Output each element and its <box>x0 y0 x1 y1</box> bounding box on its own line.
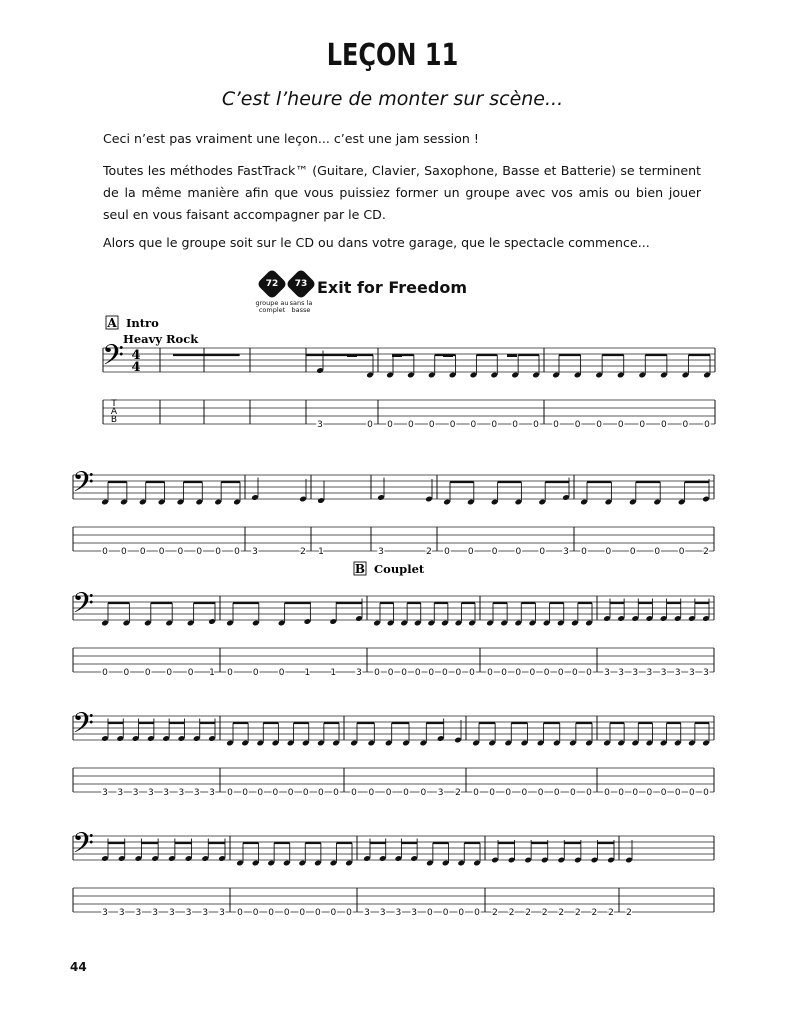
tab-fret-number: 0 <box>458 908 465 918</box>
tab-fret-number: 2 <box>541 908 548 918</box>
tab-fret-number: 3 <box>411 908 418 918</box>
tab-fret-number: 0 <box>470 420 477 430</box>
tab-fret-number: 3 <box>135 908 142 918</box>
tab-fret-number: 0 <box>278 668 285 678</box>
tab-fret-number: 3 <box>152 908 159 918</box>
music-system-3 <box>73 596 714 672</box>
tab-fret-number: 0 <box>242 788 249 798</box>
tab-fret-number: 0 <box>553 420 559 430</box>
tab-fret-number: 0 <box>387 420 393 430</box>
tab-fret-number: 0 <box>529 668 536 678</box>
tab-fret-number: 0 <box>227 668 233 678</box>
tab-fret-number: 0 <box>333 788 339 798</box>
tab-fret-number: 2 <box>455 788 461 798</box>
tab-fret-number: 0 <box>237 908 243 918</box>
time-signature-top: 4 <box>131 348 141 363</box>
tab-fret-number: 0 <box>368 788 375 798</box>
tab-fret-number: 2 <box>574 908 581 918</box>
tab-fret-number: 3 <box>604 668 610 678</box>
tab-fret-number: 0 <box>539 547 546 557</box>
tab-fret-number: 3 <box>703 668 709 678</box>
tab-fret-number: 0 <box>449 420 456 430</box>
tab-fret-number: 0 <box>557 668 564 678</box>
page-subtitle: C’est l’heure de monter sur scène... <box>221 88 564 110</box>
tab-fret-number: 2 <box>608 908 614 918</box>
cd-track-badge-full-band: 72 <box>256 268 287 299</box>
tab-fret-number: 0 <box>473 788 479 798</box>
tab-fret-number: 0 <box>586 788 592 798</box>
tab-fret-number: 3 <box>379 908 386 918</box>
tab-fret-number: 0 <box>252 668 259 678</box>
tab-fret-number: 0 <box>268 908 275 918</box>
tab-fret-number: 3 <box>219 908 225 918</box>
tab-fret-number: 0 <box>512 420 519 430</box>
tab-fret-number: 2 <box>558 908 565 918</box>
intro-paragraph-3: Alors que le groupe soit sur le CD ou dans votre garage, que le spectacle commence... <box>103 235 650 250</box>
tab-fret-number: 3 <box>356 668 362 678</box>
tab-fret-number: 3 <box>252 547 258 557</box>
tab-fret-number: 0 <box>501 668 508 678</box>
section-marker-letter: B <box>354 562 366 576</box>
section-name: Intro <box>126 316 159 330</box>
tab-fret-number: 3 <box>102 788 108 798</box>
tab-fret-number: 0 <box>537 788 544 798</box>
page-title: LEÇON 11 <box>326 38 459 73</box>
tab-fret-number: 0 <box>144 668 151 678</box>
tab-fret-number: 3 <box>185 908 192 918</box>
tab-fret-number: 0 <box>166 668 173 678</box>
tab-fret-number: 0 <box>617 420 624 430</box>
tab-fret-number: 0 <box>102 547 108 557</box>
tab-fret-number: 0 <box>571 668 578 678</box>
tab-fret-number: 3 <box>395 908 402 918</box>
bass-clef-icon: 𝄢 <box>72 587 94 627</box>
tab-fret-number: 0 <box>215 547 222 557</box>
tab-fret-number: 0 <box>515 547 522 557</box>
tab-fret-number: 0 <box>441 668 448 678</box>
tab-fret-number: 0 <box>317 788 324 798</box>
bass-clef-icon: 𝄢 <box>102 339 124 379</box>
bass-clef-icon: 𝄢 <box>72 466 94 506</box>
tab-fret-number: 0 <box>123 668 130 678</box>
tab-fret-number: 0 <box>272 788 279 798</box>
cd-track-caption-no-bass: sans la basse <box>289 299 313 314</box>
tab-fret-number: 0 <box>407 420 414 430</box>
tab-fret-number: 0 <box>660 788 667 798</box>
time-signature-bottom: 4 <box>131 360 141 375</box>
tab-fret-number: 0 <box>629 547 636 557</box>
tab-fret-number: 2 <box>626 908 632 918</box>
tab-fret-number: 0 <box>487 668 493 678</box>
tab-fret-number: 3 <box>147 788 154 798</box>
tab-fret-number: 0 <box>120 547 127 557</box>
tab-fret-number: 0 <box>428 420 435 430</box>
tab-fret-number: 3 <box>209 788 215 798</box>
tab-fret-number: 0 <box>102 668 108 678</box>
tab-fret-number: 3 <box>317 420 323 430</box>
tab-fret-number: 3 <box>117 788 124 798</box>
tab-fret-number: 0 <box>257 788 264 798</box>
tab-fret-number: 0 <box>605 547 612 557</box>
tab-fret-number: 0 <box>387 668 394 678</box>
tab-fret-number: 0 <box>196 547 203 557</box>
tab-fret-number: 0 <box>351 788 357 798</box>
tab-fret-number: 0 <box>515 668 522 678</box>
section-name: Couplet <box>374 562 425 576</box>
tab-fret-number: 0 <box>632 788 639 798</box>
tab-fret-number: 0 <box>401 668 408 678</box>
tab-fret-number: 0 <box>654 547 661 557</box>
tab-fret-number: 0 <box>596 420 603 430</box>
tab-fret-number: 1 <box>318 547 324 557</box>
tab-fret-number: 0 <box>618 788 625 798</box>
tab-fret-number: 0 <box>428 668 435 678</box>
tab-fret-number: 0 <box>491 547 498 557</box>
tab-fret-number: 1 <box>330 668 337 678</box>
tab-fret-number: 0 <box>604 788 610 798</box>
tab-fret-number: 0 <box>227 788 233 798</box>
tab-fret-number: 0 <box>574 420 581 430</box>
tab-fret-number: 2 <box>300 547 306 557</box>
tab-fret-number: 3 <box>674 668 681 678</box>
tab-fret-number: 0 <box>287 788 294 798</box>
tab-fret-number: 3 <box>646 668 653 678</box>
tab-fret-number: 0 <box>533 420 539 430</box>
tab-fret-number: 0 <box>505 788 512 798</box>
tab-fret-number: 0 <box>569 788 576 798</box>
music-system-5 <box>73 836 714 912</box>
tab-fret-number: 0 <box>660 420 667 430</box>
tab-fret-number: 0 <box>444 547 450 557</box>
tab-fret-number: 0 <box>469 668 475 678</box>
whole-rest-icon <box>507 354 517 357</box>
tab-fret-number: 0 <box>330 908 337 918</box>
tab-fret-number: 0 <box>704 420 710 430</box>
tab-fret-number: 3 <box>178 788 185 798</box>
tab-fret-number: 0 <box>703 788 709 798</box>
tab-fret-number: 0 <box>678 547 685 557</box>
tab-fret-number: 0 <box>139 547 146 557</box>
tab-fret-number: 0 <box>442 908 449 918</box>
tab-fret-number: 0 <box>682 420 689 430</box>
tab-fret-number: 0 <box>187 668 194 678</box>
bass-clef-icon: 𝄢 <box>72 707 94 747</box>
tab-fret-number: 0 <box>674 788 681 798</box>
tab-clef-letter: B <box>110 415 118 425</box>
tab-fret-number: 0 <box>346 908 352 918</box>
intro-paragraph-1: Ceci n’est pas vraiment une leçon... c’est une jam session ! <box>103 131 479 146</box>
music-system-4 <box>73 716 714 792</box>
tab-fret-number: 0 <box>374 668 380 678</box>
tab-fret-number: 1 <box>304 668 311 678</box>
tab-fret-number: 3 <box>688 668 695 678</box>
tab-fret-number: 0 <box>414 668 421 678</box>
tab-fret-number: 0 <box>314 908 321 918</box>
tab-fret-number: 0 <box>299 908 306 918</box>
music-system-1 <box>103 348 715 424</box>
tab-fret-number: 0 <box>177 547 184 557</box>
tab-fret-number: 0 <box>688 788 695 798</box>
tab-fret-number: 3 <box>632 668 639 678</box>
tab-fret-number: 0 <box>385 788 392 798</box>
tab-fret-number: 2 <box>426 547 432 557</box>
tab-fret-number: 0 <box>234 547 240 557</box>
tab-fret-number: 3 <box>132 788 139 798</box>
bass-clef-icon: 𝄢 <box>72 827 94 867</box>
tab-fret-number: 0 <box>467 547 474 557</box>
tab-fret-number: 2 <box>525 908 532 918</box>
tab-fret-number: 0 <box>426 908 433 918</box>
tab-fret-number: 0 <box>302 788 309 798</box>
tab-fret-number: 2 <box>703 547 709 557</box>
tab-fret-number: 0 <box>455 668 462 678</box>
tab-fret-number: 3 <box>118 908 125 918</box>
tab-fret-number: 0 <box>403 788 409 798</box>
section-marker-letter: A <box>107 316 117 330</box>
tab-clef-letter: A <box>110 407 118 417</box>
music-system-2 <box>73 475 714 551</box>
tab-fret-number: 0 <box>543 668 550 678</box>
tab-fret-number: 3 <box>102 908 108 918</box>
tab-clef-letter: T <box>111 399 117 409</box>
tab-fret-number: 0 <box>158 547 165 557</box>
tab-fret-number: 0 <box>581 547 587 557</box>
intro-paragraph-2: Toutes les méthodes FastTrack™ (Guitare, Clavier, Saxophone, Basse et Batterie) se terminent de la même manière afin que vous puissiez former un groupe avec vos amis ou bien jouer seul en vous faisant accompagner par le CD. <box>103 163 701 222</box>
tab-fret-number: 3 <box>202 908 209 918</box>
tab-fret-number: 3 <box>193 788 200 798</box>
tab-fret-number: 3 <box>563 547 569 557</box>
cd-track-caption-full-band: groupe au complet <box>255 299 289 314</box>
tab-fret-number: 0 <box>553 788 560 798</box>
tab-fret-number: 0 <box>489 788 496 798</box>
tab-fret-number: 0 <box>252 908 259 918</box>
tab-fret-number: 2 <box>591 908 598 918</box>
tab-fret-number: 3 <box>364 908 370 918</box>
tab-fret-number: 0 <box>646 788 653 798</box>
tab-fret-number: 2 <box>492 908 498 918</box>
tab-fret-number: 3 <box>618 668 625 678</box>
tab-fret-number: 0 <box>474 908 480 918</box>
tab-fret-number: 3 <box>660 668 667 678</box>
tab-fret-number: 3 <box>168 908 175 918</box>
cd-track-badge-no-bass: 73 <box>285 268 316 299</box>
tab-fret-number: 0 <box>639 420 646 430</box>
tab-fret-number: 0 <box>420 788 427 798</box>
tab-fret-number: 0 <box>491 420 498 430</box>
tab-fret-number: 3 <box>378 547 384 557</box>
section-style: Heavy Rock <box>123 332 199 346</box>
tab-fret-number: 3 <box>437 788 444 798</box>
tab-fret-number: 3 <box>163 788 170 798</box>
tab-fret-number: 2 <box>508 908 515 918</box>
tab-fret-number: 1 <box>209 668 215 678</box>
tab-fret-number: 0 <box>586 668 592 678</box>
song-title: Exit for Freedom <box>317 278 467 297</box>
page-number: 44 <box>70 960 87 974</box>
tab-fret-number: 0 <box>283 908 290 918</box>
tab-fret-number: 0 <box>521 788 528 798</box>
tab-fret-number: 0 <box>367 420 373 430</box>
